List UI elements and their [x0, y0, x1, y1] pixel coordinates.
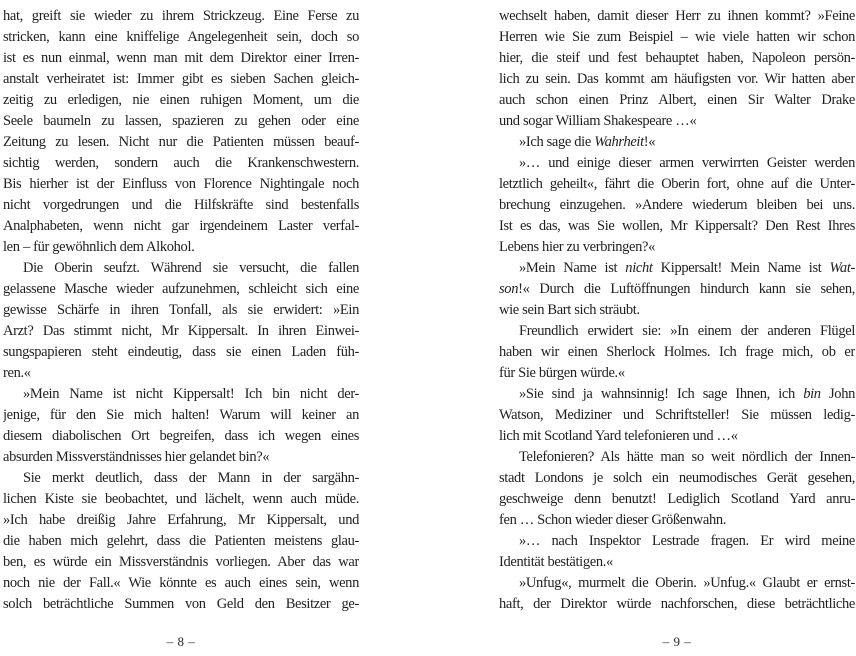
text-line: lich mit Scotland Yard telefonieren und …« [499, 428, 738, 444]
text-line: Seele baumeln zu lassen, spazieren zu gehen oder eine [3, 113, 359, 129]
text-line: zeitig zu erledigen, nie einen ruhigen Moment, um die [3, 92, 359, 108]
page-right-number: – 9 – [662, 634, 692, 649]
text-line: brechung einzugehen. »Andere wiederum bleiben bei uns. [499, 197, 855, 213]
text-line: Bis hierher ist der Einfluss von Florence Nightingale noch [3, 176, 359, 192]
text-line: »Ich habe dreißig Jahre Erfahrung, Mr Kippersalt, und [3, 512, 359, 528]
text-line: ben, es würde ein Missverständnis vorliegen. Aber das war [3, 554, 359, 570]
text-line: lich zu sein. Das kommt am häufigsten vor. Wir hatten aber [499, 71, 855, 87]
text-line: haben wir einen Sherlock Holmes. Ich frage mich, ob er [499, 344, 855, 360]
text-line: wechselt haben, damit dieser Herr zu ihnen kommt? »Feine [499, 8, 855, 24]
text-line: und sogar William Shakespeare …« [499, 113, 697, 129]
text-line: gewisse Schärfe in ihren Tonfall, als sie erwidert: »Ein [3, 302, 359, 318]
text-line: ist es nun einmal, wenn man mit dem Direktor einer Irren- [3, 50, 359, 66]
text-line: Freundlich erwidert sie: »In einem der anderen Flügel [519, 323, 855, 339]
text-line: sichtig werden, sondern auch die Krankenschwestern. [3, 155, 359, 171]
text-line: hier, die steif und fest behauptet haben, Napoleon persön- [499, 50, 855, 66]
text-line: noch nie der Fall.« Wie könnte es auch eines sein, wenn [3, 575, 359, 591]
page-right [428, 0, 856, 656]
text-line: Lebens hier zu verbringen?« [499, 239, 656, 255]
text-line: »… nach Inspektor Lestrade fragen. Er wird meine [519, 533, 855, 549]
text-line: Die Oberin seufzt. Während sie versucht, die fallen [23, 260, 359, 276]
text-line: nicht vorgedrungen und die Hilfskräfte sind bestenfalls [3, 197, 359, 213]
text-line: diesem diabolischen Ort begreifen, dass ich wegen eines [3, 428, 359, 444]
text-line: Sie merkt deutlich, dass der Mann in der sargähn- [23, 470, 359, 486]
text-line: sungspapieren steht eindeutig, dass sie einen Laden füh- [3, 344, 359, 360]
text-line: auch schon einen Prinz Albert, einen Sir Walter Drake [499, 92, 855, 108]
text-line: Ist es das, was Sie wollen, Mr Kippersalt? Den Rest Ihres [499, 218, 855, 234]
text-line: Telefonieren? Als hätte man so weit nördlich der Innen- [519, 449, 855, 465]
text-line: fen … Schon wieder dieser Größenwahn. [499, 512, 727, 528]
text-line: »… und einige dieser armen verwirrten Geister werden [519, 155, 855, 171]
text-line: gelassene Masche wieder aufzunehmen, schleicht sich eine [3, 281, 359, 297]
page-left-number: – 8 – [166, 634, 196, 649]
text-line: Arzt? Das stimmt nicht, Mr Kippersalt. In ihren Einwei- [3, 323, 359, 339]
text-line: stricken, kann eine kniffelige Angelegenheit sein, doch so [3, 29, 359, 45]
text-line: len – für gewöhnlich dem Alkohol. [3, 239, 195, 255]
text-line: »Sie sind ja wahnsinnig! Ich sage Ihnen, ich bin John [519, 386, 855, 402]
text-line: die haben mich gelehrt, dass die Patienten meistens glau- [3, 533, 359, 549]
text-line: letztlich geheilt«, fährt die Oberin fort, ohne auf die Unter- [499, 176, 855, 192]
text-line: Analphabeten, wenn nicht gar irgendeinem Laster verfal- [3, 218, 359, 234]
text-line: son!« Durch die Luftöffnungen hindurch kann sie sehen, [499, 281, 855, 297]
text-line: »Ich sage die Wahrheit!« [519, 134, 656, 150]
text-line: anstalt verheiratet ist: Immer gibt es sieben Sachen gleich- [3, 71, 359, 87]
page-right-text [499, 6, 855, 615]
text-line: solch beträchtliche Summen von Geld den Besitzer ge- [3, 596, 359, 612]
text-line: haft, der Direktor würde nachforschen, diese beträchtliche [499, 596, 855, 612]
text-line: Watson, Mediziner und Schriftsteller! Sie müssen ledig- [499, 407, 855, 423]
text-line: jenige, für den Sie mich halten! Warum will keiner an [3, 407, 359, 423]
text-line: absurden Missverständnisses hier gelandet bin?« [3, 449, 270, 465]
text-line: geschweige denn benutzt! Lediglich Scotland Yard anru- [499, 491, 855, 507]
text-line: Zeitung zu lesen. Nicht nur die Patienten müssen beauf- [3, 134, 359, 150]
text-line: für Sie bürgen würde.« [499, 365, 625, 381]
text-line: Identität bestätigen.« [499, 554, 613, 570]
text-line: »Unfug«, murmelt die Oberin. »Unfug.« Glaubt er ernst- [519, 575, 855, 591]
text-line: »Mein Name ist nicht Kippersalt! Ich bin nicht der- [23, 386, 359, 402]
text-line: »Mein Name ist nicht Kippersalt! Mein Name ist Wat- [519, 260, 855, 276]
text-line: ren.« [3, 365, 31, 381]
text-line: Herren wie Sie zum Beispiel – wie viele hatten wir schon [499, 29, 855, 45]
text-line: wie sein Bart sich sträubt. [499, 302, 640, 318]
text-line: hat, greift sie wieder zu ihrem Strickzeug. Eine Ferse zu [3, 8, 359, 24]
page-left-text [3, 6, 359, 615]
text-line: lichen Kiste sie beobachtet, und lächelt, wenn auch müde. [3, 491, 359, 507]
text-line: stadt Londons je solch ein neumodisches Gerät gesehen, [499, 470, 855, 486]
